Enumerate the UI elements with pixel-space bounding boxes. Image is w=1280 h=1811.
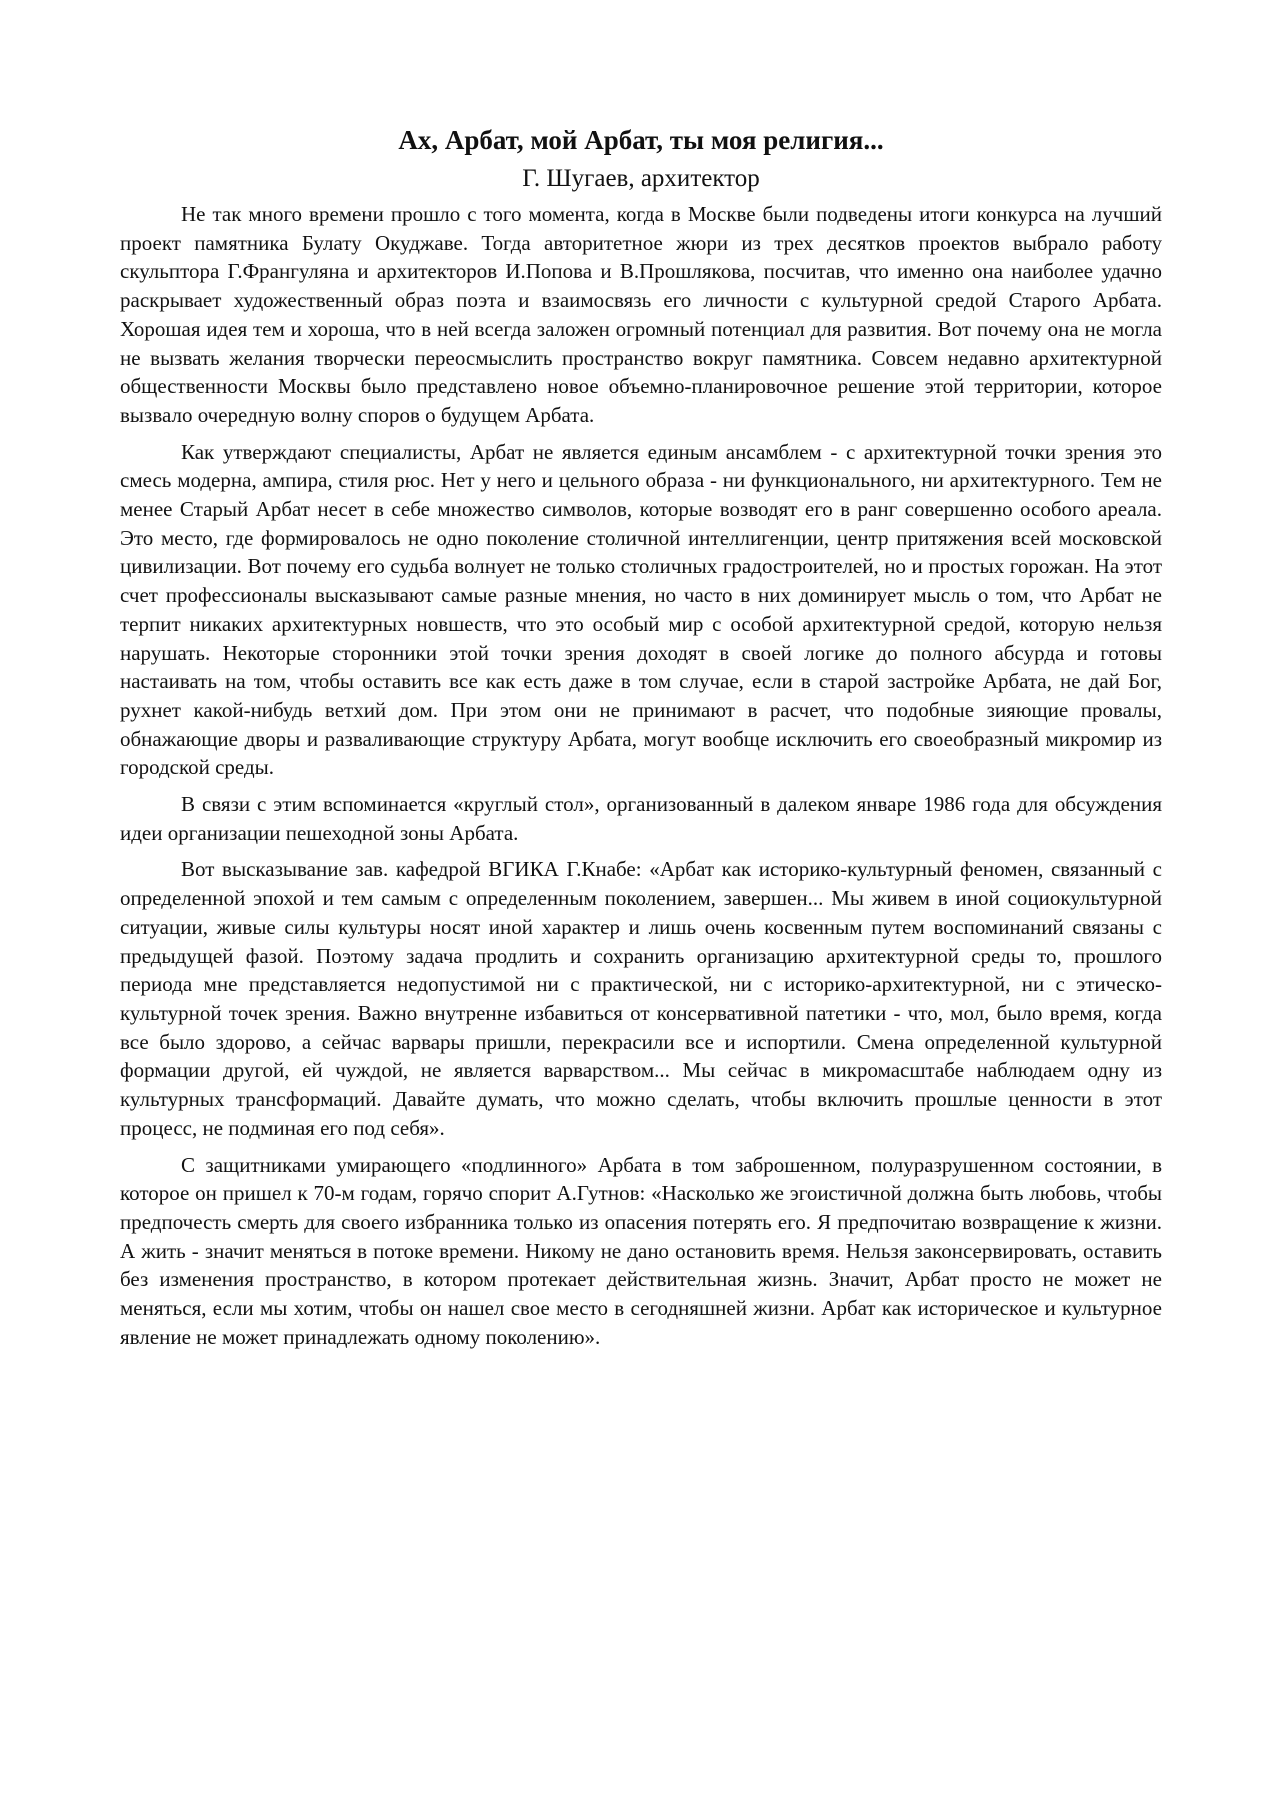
paragraph-1: Не так много времени прошло с того момента, когда в Москве были подведены итоги конкурса на лучший проект памятника Булату Окуджаве. Тогда авторитетное жюри из трех десятков проектов выбрало работу скульптора Г.Франгуляна и архитекторов И.Попова и В.Прошлякова, посчитав, что именно она наиболее удачно раскрывает художественный образ поэта и взаимосвязь его личности с культурной средой Старого Арбата. Хорошая идея тем и хороша, что в ней всегда заложен огромный потенциал для развития. Вот почему она не могла не вызвать желания творчески переосмыслить пространство вокруг памятника. Совсем недавно архитектурной общественности Москвы было представлено новое объемно-планировочное решение этой территории, которое вызвало очередную волну споров о будущем Арбата. [120, 202, 1162, 427]
paragraph-4: Вот высказывание зав. кафедрой ВГИКА Г.Кнабе: «Арбат как историко-культурный феномен, связанный с определенной эпохой и тем самым с определенным поколением, завершен... Мы живем в иной социокультурной ситуации, живые силы культуры носят иной характер и лишь очень косвенным путем воспоминаний связаны с предыдущей фазой. Поэтому задача продлить и сохранить организацию архитектурной среды то, прошлого периода мне представляется недопустимой ни с практической, ни с историко-архитектурной, ни с этическо-культурной точек зрения. Важно внутренне избавиться от консервативной патетики - что, мол, было время, когда все было здорово, а сейчас варвары пришли, перекрасили все и испортили. Смена определенной культурной формации другой, ей чуждой, не является варварством... Мы сейчас в микромасштабе наблюдаем одну из культурных трансформаций. Давайте думать, что можно сделать, чтобы включить прошлые ценности в этот процесс, не подминая его под себя». [120, 857, 1162, 1140]
article-author: Г. Шугаев, архитектор [522, 165, 760, 192]
document-page [120, 120, 1162, 1359]
article-title: Ах, Арбат, мой Арбат, ты моя религия... [398, 125, 884, 155]
paragraph-5: С защитниками умирающего «подлинного» Арбата в том заброшенном, полуразрушенном состоянии, в которое он пришел к 70-м годам, горячо спорит А.Гутнов: «Насколько же эгоистичной должна быть любовь, чтобы предпочесть смерть для своего избранника только из опасения потерять его. Я предпочитаю возвращение к жизни. А жить - значит меняться в потоке времени. Никому не дано остановить время. Нельзя законсервировать, оставить без изменения пространство, в котором протекает действительная жизнь. Значит, Арбат просто не может не меняться, если мы хотим, чтобы он нашел свое место в сегодняшней жизни. Арбат как историческое и культурное явление не может принадлежать одному поколению». [120, 1152, 1162, 1349]
paragraph-2: Как утверждают специалисты, Арбат не является единым ансамблем - с архитектурной точки зрения это смесь модерна, ампира, стиля рюс. Нет у него и цельного образа - ни функционального, ни архитектурного. Тем не менее Старый Арбат несет в себе множество символов, которые возводят его в ранг совершенно особого ареала. Это место, где формировалось не одно поколение столичной интеллигенции, центр притяжения всей московской цивилизации. Вот почему его судьба волнует не только столичных градостроителей, но и простых горожан. На этот счет профессионалы высказывают самые разные мнения, но часто в них доминирует мысль о том, что Арбат не терпит никаких архитектурных новшеств, что это особый мир с особой архитектурной средой, которую нельзя нарушать. Некоторые сторонники этой точки зрения доходят в своей логике до полного абсурда и готовы настаивать на том, чтобы оставить все как есть даже в том случае, если в старой застройке Арбата, не дай Бог, рухнет какой-нибудь ветхий дом. При этом они не принимают в расчет, что подобные зияющие провалы, обнажающие дворы и разваливающие структуру Арбата, могут вообще исключить его своеобразный микромир из городской среды. [120, 439, 1162, 780]
paragraph-3: В связи с этим вспоминается «круглый стол», организованный в далеком январе 1986 года для обсуждения идеи организации пешеходной зоны Арбата. [120, 792, 1162, 845]
